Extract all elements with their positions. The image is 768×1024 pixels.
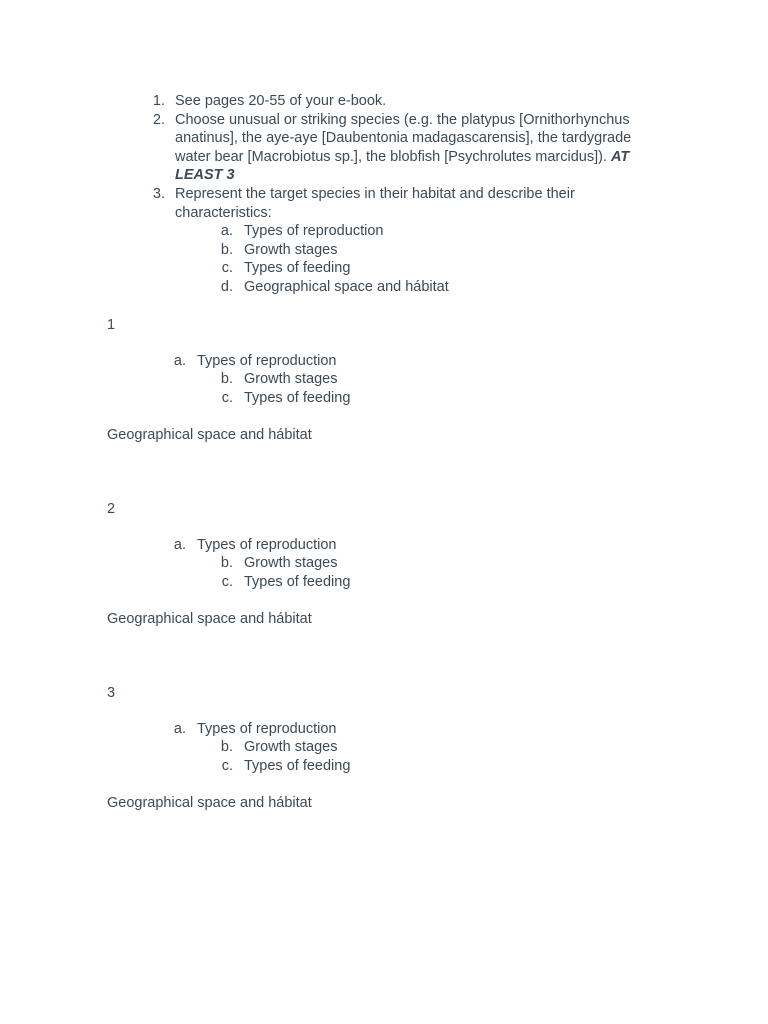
section-2-geographical-space: Geographical space and hábitat — [107, 611, 312, 627]
subitem-types-of-feeding: Types of feeding — [244, 260, 351, 276]
section-3-types-of-feeding: Types of feeding — [244, 758, 351, 774]
emphasis-least-3: LEAST 3 — [175, 167, 235, 183]
section-1-types-of-feeding: Types of feeding — [244, 390, 351, 406]
instruction-item-2-line-2: anatinus], the aye-aye [Daubentonia madagascarensis], the tardygrade — [175, 130, 632, 146]
instruction-item-1: See pages 20-55 of your e-book. — [175, 93, 387, 109]
instruction-item-2-line-1: Choose unusual or striking species (e.g. the platypus [Ornithorhynchus — [175, 112, 630, 128]
sublist-marker: d. — [220, 279, 233, 295]
sublist-marker: c. — [221, 260, 233, 276]
instruction-item-3-line-2: characteristics: — [175, 205, 272, 221]
instruction-item-3-line-1: Represent the target species in their habitat and describe their — [175, 186, 575, 202]
subitem-growth-stages: Growth stages — [244, 242, 338, 258]
list-marker: 2. — [152, 112, 165, 128]
sublist-marker: c. — [221, 574, 233, 590]
sublist-marker: c. — [221, 758, 233, 774]
section-number: 2 — [107, 501, 116, 517]
subitem-types-of-reproduction: Types of reproduction — [244, 223, 384, 239]
section-1-types-of-reproduction: Types of reproduction — [197, 353, 337, 369]
list-marker: 1. — [152, 93, 165, 109]
sublist-marker: a. — [173, 537, 186, 553]
section-3-growth-stages: Growth stages — [244, 739, 338, 755]
sublist-marker: b. — [220, 739, 233, 755]
subitem-geographical-space: Geographical space and hábitat — [244, 279, 449, 295]
section-number: 1 — [107, 317, 116, 333]
section-1-growth-stages: Growth stages — [244, 371, 338, 387]
section-2-types-of-reproduction: Types of reproduction — [197, 537, 337, 553]
sublist-marker: b. — [220, 371, 233, 387]
section-3-types-of-reproduction: Types of reproduction — [197, 721, 337, 737]
section-2-types-of-feeding: Types of feeding — [244, 574, 351, 590]
sublist-marker: b. — [220, 242, 233, 258]
sublist-marker: a. — [173, 353, 186, 369]
list-marker: 3. — [152, 186, 165, 202]
instruction-item-2-line-3 — [175, 148, 629, 167]
section-3-geographical-space: Geographical space and hábitat — [107, 795, 312, 811]
section-2-growth-stages: Growth stages — [244, 555, 338, 571]
sublist-marker: b. — [220, 555, 233, 571]
sublist-marker: c. — [221, 390, 233, 406]
emphasis-at: AT — [611, 149, 630, 165]
section-number: 3 — [107, 685, 116, 701]
sublist-marker: a. — [220, 223, 233, 239]
instruction-item-2-line-3-text: water bear [Macrobiotus sp.], the blobfish [Psychrolutes marcidus]). — [175, 149, 607, 165]
section-1-geographical-space: Geographical space and hábitat — [107, 427, 312, 443]
sublist-marker: a. — [173, 721, 186, 737]
